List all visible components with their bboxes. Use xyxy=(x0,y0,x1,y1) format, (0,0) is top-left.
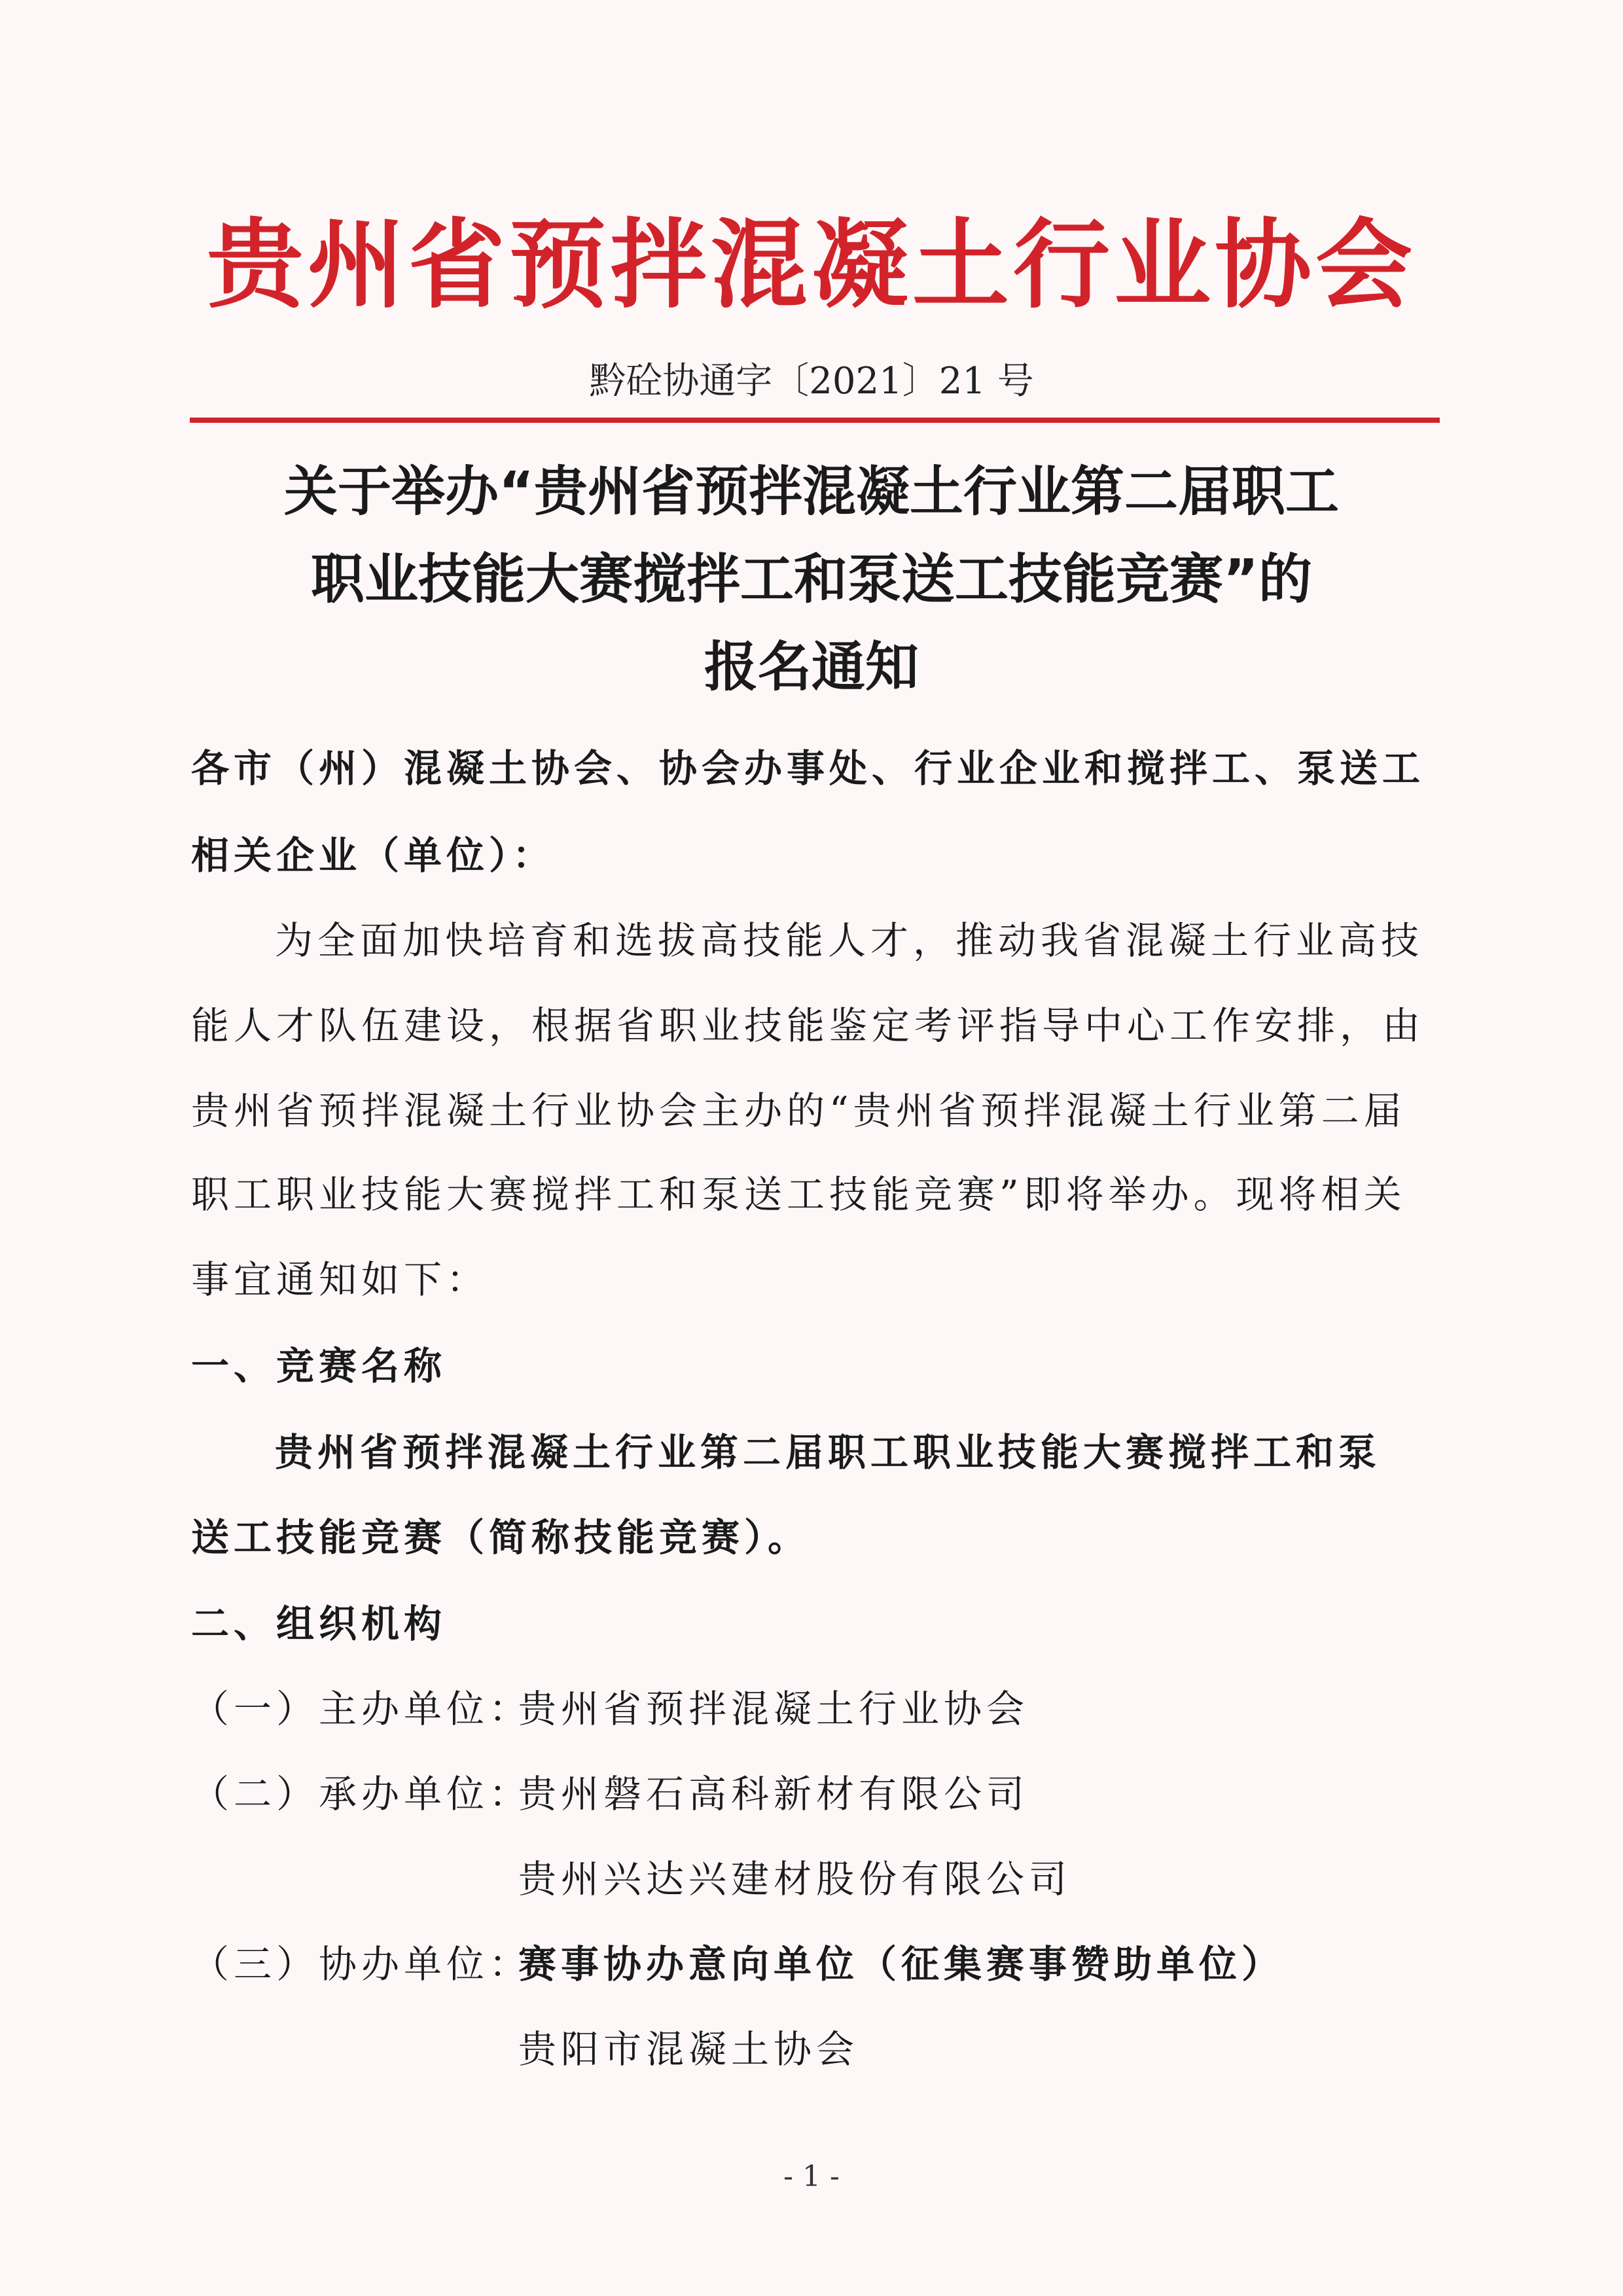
section-1-heading: 一、竞赛名称 xyxy=(191,1344,447,1388)
document-number: 黔砼协通字〔2021〕21 号 xyxy=(589,360,1034,403)
co-organizer-value-1: 赛事协办意向单位（征集赛事赞助单位） xyxy=(518,1942,1285,1986)
document-title xyxy=(164,448,1459,711)
section-2-heading: 二、组织机构 xyxy=(191,1602,447,1646)
title-line-3: 报名通知 xyxy=(704,636,919,698)
paragraph-1-line-3: 贵州省预拌混凝土行业协会主办的“贵州省预拌混凝土行业第二届 xyxy=(191,1088,1406,1133)
organizer-value: 贵州省预拌混凝土行业协会 xyxy=(518,1687,1029,1731)
organizer-row xyxy=(191,1687,1029,1731)
host-value-1: 贵州磐石高科新材有限公司 xyxy=(518,1772,1029,1816)
section-1-line-2: 送工技能竞赛（简称技能竞赛）。 xyxy=(191,1515,811,1560)
title-line-1: 关于举办“贵州省预拌混凝土行业第二届职工 xyxy=(284,461,1339,523)
title-line-2: 职业技能大赛搅拌工和泵送工技能竞赛”的 xyxy=(311,548,1312,611)
page-number: - 1 - xyxy=(783,2160,840,2193)
paragraph-1-line-4: 职工职业技能大赛搅拌工和泵送工技能竞赛”即将举办。现将相关 xyxy=(191,1172,1406,1217)
addressee-line-1: 各市（州）混凝土协会、协会办事处、行业企业和搅拌工、泵送工 xyxy=(191,746,1425,791)
paragraph-1-line-1: 为全面加快培育和选拔高技能人才，推动我省混凝土行业高技 xyxy=(275,918,1424,963)
paragraph-1-line-5: 事宜通知如下： xyxy=(191,1257,490,1302)
red-divider xyxy=(190,418,1440,423)
host-value-2: 贵州兴达兴建材股份有限公司 xyxy=(518,1857,1072,1901)
co-organizer-value-2: 贵阳市混凝土协会 xyxy=(518,2027,859,2072)
co-organizer-row xyxy=(191,1942,1285,1986)
paragraph-1-line-2: 能人才队伍建设，根据省职业技能鉴定考评指导中心工作安排，由 xyxy=(191,1003,1425,1048)
host-row xyxy=(191,1772,1029,1816)
host-label: （二）承办单位： xyxy=(191,1772,532,1816)
addressee-line-2: 相关企业（单位）： xyxy=(191,833,556,878)
organizer-label: （一）主办单位： xyxy=(191,1687,532,1731)
org-header: 贵州省预拌混凝土行业协会 xyxy=(207,207,1416,321)
co-organizer-label: （三）协办单位： xyxy=(191,1942,532,1986)
section-1-line-1: 贵州省预拌混凝土行业第二届职工职业技能大赛搅拌工和泵 xyxy=(275,1430,1382,1475)
